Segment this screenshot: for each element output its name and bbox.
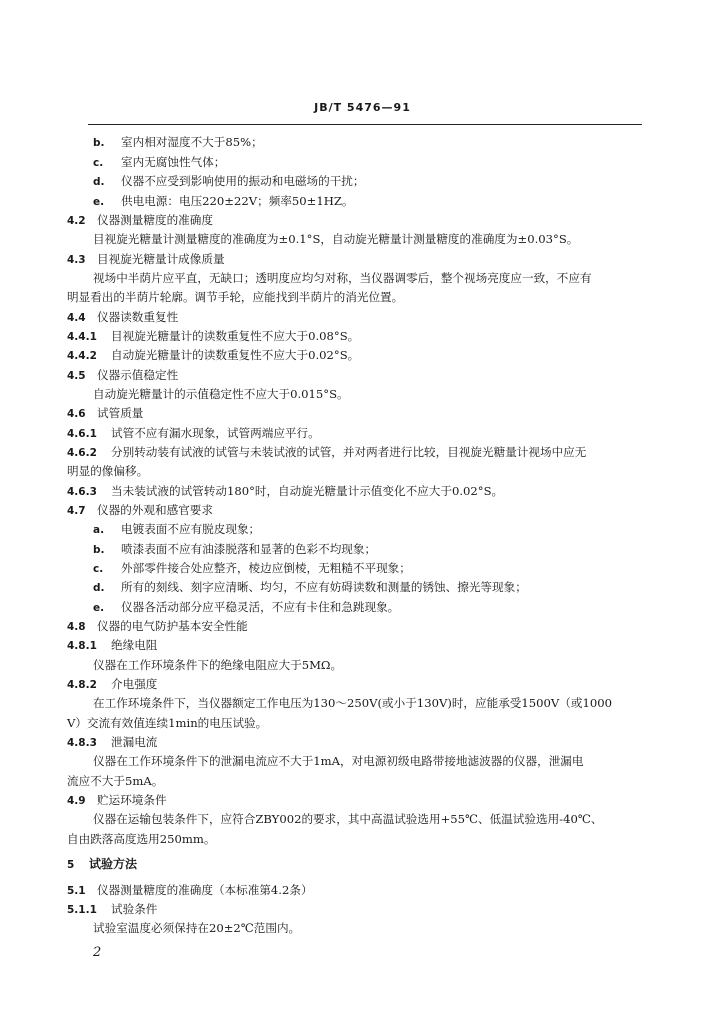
text-line: 明显的像偏移。: [67, 464, 149, 478]
page-header: JB/T 5476—91: [314, 101, 411, 114]
text-line: 4.8.2 介电强度: [67, 677, 158, 691]
text-line: 4.8 仪器的电气防护基本安全性能: [67, 619, 248, 633]
text-line: 自由跌落高度选用250mm。: [67, 832, 216, 846]
text-line: 试验室温度必须保持在20±2℃范围内。: [93, 921, 301, 935]
text-line: 4.7 仪器的外观和感官要求: [67, 503, 213, 517]
text-line: 仪器在运输包装条件下，应符合ZBY002的要求，其中高温试验选用+55℃、低温试验选用-40℃、: [93, 812, 603, 826]
text-line: 明显看出的半荫片轮廓。调节手轮，应能找到半荫片的消光位置。: [67, 290, 404, 304]
text-line: 目视旋光糖量计测量糖度的准确度为±0.1°S，自动旋光糖量计测量糖度的准确度为±0.03°S。: [93, 232, 579, 246]
text-line: b. 室内相对湿度不大于85%；: [93, 135, 263, 149]
text-line: 视场中半荫片应平直，无缺口；透明度应均匀对称，当仪器调零后，整个视场亮度应一致，不应有: [93, 271, 592, 285]
page-number: 2: [93, 945, 102, 960]
text-line: e. 仪器各活动部分应平稳灵活，不应有卡住和急跳现象。: [93, 600, 400, 614]
text-line: 在工作环境条件下，当仪器额定工作电压为130～250V(或小于130V)时，应能承受1500V（或1000: [93, 696, 612, 710]
text-line: 4.4.2 自动旋光糖量计的读数重复性不应大于0.02°S。: [67, 348, 360, 362]
text-line: 4.6.1 试管不应有漏水现象，试管两端应平行。: [67, 426, 320, 440]
text-line: 仪器在工作环境条件下的绝缘电阻应大于5MΩ。: [93, 658, 343, 672]
text-line: 4.8.3 泄漏电流: [67, 735, 158, 749]
text-line: 4.6.2 分别转动装有试液的试管与未装试液的试管，并对两者进行比较，目视旋光糖量计视场中应无: [67, 445, 587, 459]
text-line: V）交流有效值连续1min的电压试验。: [67, 716, 268, 730]
section-heading: 5 试验方法: [67, 857, 138, 871]
text-line: 4.2 仪器测量糖度的准确度: [67, 213, 213, 227]
text-line: 4.5 仪器示值稳定性: [67, 368, 179, 382]
text-line: c. 室内无腐蚀性气体；: [93, 155, 226, 169]
text-line: 4.3 目视旋光糖量计成像质量: [67, 252, 225, 266]
text-line: 5.1.1 试验条件: [67, 902, 158, 916]
text-line: d. 所有的刻线、刻字应清晰、均匀，不应有妨碍读数和测量的锈蚀、擦光等现象；: [93, 580, 527, 594]
text-line: a. 电镀表面不应有脱皮现象；: [93, 522, 261, 536]
text-line: 4.8.1 绝缘电阻: [67, 638, 158, 652]
text-line: b. 喷漆表面不应有油漆脱落和显著的色彩不均现象；: [93, 542, 377, 556]
text-line: 自动旋光糖量计的示值稳定性不应大于0.015°S。: [93, 387, 349, 401]
text-line: 4.4.1 目视旋光糖量计的读数重复性不应大于0.08°S。: [67, 329, 360, 343]
text-line: 流应不大于5mA。: [67, 774, 164, 788]
text-line: 4.6.3 当未装试液的试管转动180°时，自动旋光糖量计示值变化不应大于0.02°S。: [67, 484, 504, 498]
header-rule: [88, 124, 642, 125]
text-line: 4.4 仪器读数重复性: [67, 310, 179, 324]
text-line: 5.1 仪器测量糖度的准确度（本标准第4.2条）: [67, 883, 313, 897]
text-line: 仪器在工作环境条件下的泄漏电流应不大于1mA，对电源初级电路带接地滤波器的仪器，泄漏电: [93, 754, 584, 768]
text-line: e. 供电电源：电压220±22V；频率50±1HZ。: [93, 194, 354, 208]
text-line: d. 仪器不应受到影响使用的振动和电磁场的干扰；: [93, 174, 365, 188]
text-line: 4.9 贮运环境条件: [67, 793, 167, 807]
text-line: c. 外部零件接合处应整齐，棱边应倒棱，无粗糙不平现象；: [93, 561, 411, 575]
text-line: 4.6 试管质量: [67, 406, 144, 420]
